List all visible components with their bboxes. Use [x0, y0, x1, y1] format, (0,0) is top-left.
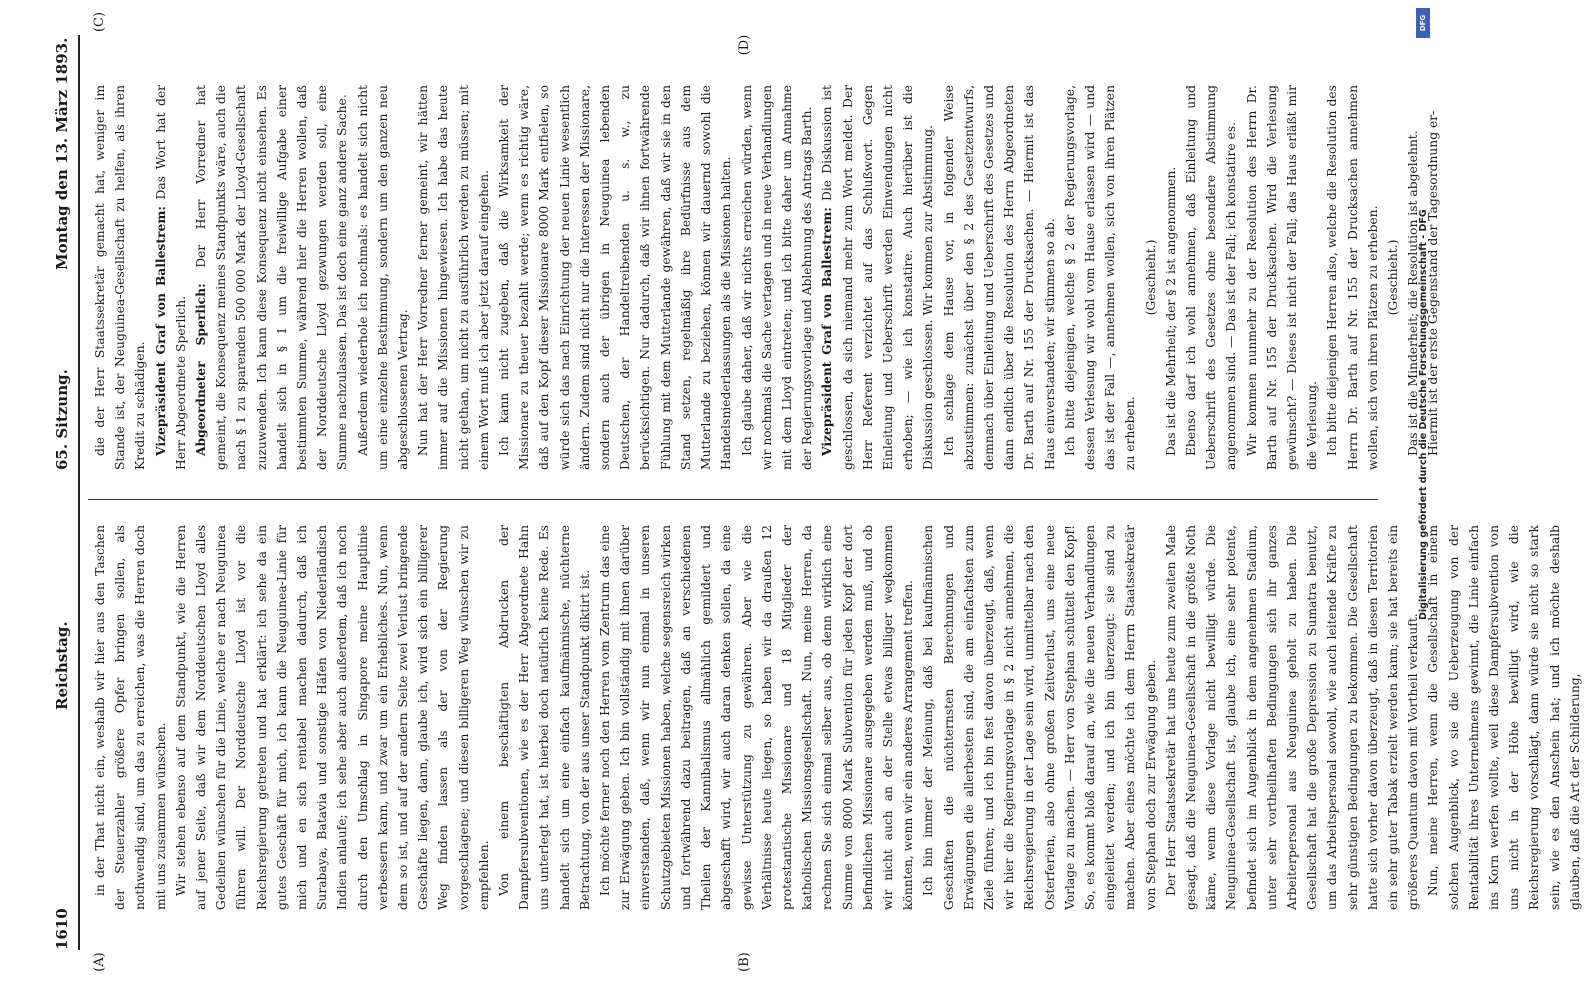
- speech-paragraph: [151, 85, 191, 470]
- speech-paragraph: [191, 85, 353, 470]
- margin-marker-c: (C): [92, 11, 107, 33]
- speech-text: Der Herr Vorredner hat gemeint, die Konsequenz meines Standpunkts wäre, auch die nach § 1 zu sparenden 500 000 Mark der Lloyd-Gesellschaft zuzuwenden. Ich kann diese Konsequenz nicht einsehen. Es handelt sich in § 1 um die freiwillige Aufgabe einer bestimmten Summe, während hier die Herren wollen, daß der Norddeutsche Lloyd gezwungen werden soll, eine Summe nachzulassen. Das ist doch eine ganz andere Sache.: [194, 85, 350, 470]
- speech-text: Das Wort hat der Herr Abgeordnete Sperlich.: [153, 85, 188, 470]
- paragraph: Ich bitte diejenigen Herren also, welche die Resolution des Herrn Dr. Barth auf Nr. 155 der Drucksachen annehmen wollen, sich von ihren Plätzen zu erheben.: [1325, 85, 1380, 470]
- credit-text: Digitalisierung gefördert durch die Deutsche Forschungsgemeinschaft - DFG: [1418, 209, 1429, 620]
- paragraph: Ebenso darf ich wohl annehmen, daß Einleitung und Ueberschrift des Gesetzes ohne besondere Abstimmung angenommen sind. — Das ist der Fall; ich konstatire es.: [1183, 85, 1239, 470]
- page-number: 1610: [53, 908, 71, 950]
- paragraph: Ich schlage dem Hause vor, in folgender Weise abzustimmen: zunächst über den § 2 des Gesetzentwurfs, demnach über Einleitung und Ueberschrift des Gesetzes und dann endlich über die Resolution des Herrn Abgeordneten Dr. Barth auf Nr. 155 der Drucksachen. — Hiermit ist das Haus einverstanden; wir stimmen so ab.: [941, 85, 1057, 470]
- speaker-name: Abgeordneter Sperlich:: [193, 283, 209, 456]
- paragraph: Das ist die Minderheit; die Resolution ist abgelehnt.: [1406, 130, 1421, 456]
- publication-title: Reichstag.: [53, 621, 71, 710]
- stage-direction: (Geschieht.): [1386, 239, 1400, 316]
- paragraph: Nun, meine Herren, wenn die Gesellschaft in einem solchen Augenblick, wo sie die Ueberzeugung von der Rentabilität ihres Unternehmens gewinnt, die Linie einfach ins Korn werfen wollte, weil diese Dampfersubvention von uns nicht in der Höhe bewilligt wird, wie die Reichsregierung vorschlägt, dann würde sie nicht so stark sein, wie es den Anschein hat; und ich möchte deshalb glauben, daß die Art der Schilderung,: [1426, 525, 1582, 910]
- header-rule: [78, 35, 80, 950]
- margin-marker-a: (A): [92, 952, 107, 972]
- session-date: Montag den 13. März 1893.: [53, 37, 71, 270]
- margin-marker-b: (B): [737, 952, 752, 972]
- column-divider: [88, 499, 1378, 500]
- speech-text: Die Diskussion ist geschlossen, da sich niemand mehr zum Wort meldet. Der Herr Referent verzichtet auf das Schlußwort. Gegen Einleitung und Ueberschrift werden Einwendungen nicht erhoben; — wie ich konstatire. Auch hierüber ist die Diskussion geschlossen. Wir kommen zur Abstimmung.: [820, 85, 936, 470]
- stage-direction: (Geschieht.): [1143, 239, 1158, 316]
- session-label: 65. Sitzung.: [53, 369, 71, 470]
- paragraph: Ich bitte diejenigen, welche § 2 der Regierungsvorlage, dessen Verlesung wir wohl vom Hause erlassen wird — und das ist der Fall —, annehmen wollen, sich von ihren Plätzen zu erheben.: [1062, 85, 1138, 470]
- paragraph: Der Herr Staatssekretär hat uns heute zum zweiten Male gesagt, daß die Neuguinea-Gesellschaft in die größte Noth käme, wenn diese Vorlage nicht bewilligt würde. Die Neuguinea-Gesellschaft ist, glaube ich, eine sehr potente, befindet sich im Augenblick in dem angenehmen Stadium, unter sehr vortheilhaften Bedingungen sich ihr ganzes Arbeiterpersonal aus Neuguinea geholt zu haben. Die Gesellschaft hat die große Depression zu Sumatra benutzt, um das Arbeitspersonal sowohl, wie auch leitende Kräfte zu sehr günstigen Bedingungen zu bekommen. Die Gesellschaft hatte sich vorher davon überzeugt, daß in diesen Territorien ein sehr guter Tabak erzielt werden kann; sie hat bereits ein größeres Quantum davon mit Vortheil verkauft.: [1163, 525, 1421, 910]
- paragraph: Außerdem wiederhole ich nochmals: es handelt sich nicht um eine einzelne Bestimmung, sondern um den ganzen neu abgeschlossenen Vertrag.: [355, 85, 411, 470]
- paragraph: Wir stehen ebenso auf dem Standpunkt, wie die Herren auf jener Seite, daß wir dem Norddeutschen Lloyd alles Gedeihen wünschen für die Linie, welche er nach Neuguinea führen will. Der Norddeutsche Lloyd ist vor die Reichsregierung getreten und hat erklärt: ich sehe da ein gutes Geschäft für mich, ich kann die Neuguinea-Linie für mich und en sich rentabel machen dadurch, daß ich Surabaya, Batavia und sonstige Häfen von Niederländisch Indien anlaufe; ich sehe aber auch außerdem, daß ich noch durch den Umschlag in Singapore meine Hauptlinie verbessern kann, und zwar um ein Erhebliches. Nun, wenn dem so ist, und auf der andern Seite zwei Verlust bringende Geschäfte liegen, dann, glaube ich, wird sich ein billigerer Weg finden lassen als der von der Regierung vorgeschlagene; und diesen billigeren Weg wünschen wir zu empfehlen.: [173, 525, 491, 910]
- paragraph: Ich möchte ferner noch den Herren vom Zentrum das eine zur Erwägung geben. Ich bin vollständig mit ihnen darüber einverstanden, daß, wenn wir nun einmal in unseren Schutzgebieten Missionen haben, welche segensreich wirken und fortwährend dazu beitragen, daß an verschiedenen Theilen der Kannibalismus allmählich gemildert und abgeschafft wird, wir auch daran denken sollen, da eine gewisse Unterstützung zu gewähren. Aber wie die Verhältnisse heute liegen, so haben wir da draußen 12 protestantische Missionare und 18 Mitglieder der katholischen Missionsgesellschaft. Nun, meine Herren, da rechnen Sie sich einmal selber aus, ob denn wirklich eine Summe von 8000 Mark Subvention für jeden Kopf der dort befindlichen Missionare ausgegeben werden muß, und ob wir nicht auch an der Stelle etwas billiger wegkommen könnten, wenn wir ein anderes Arrangement treffen.: [598, 525, 916, 910]
- paragraph: Hiermit ist der erste Gegenstand der Tagesordnung er-: [1426, 110, 1441, 456]
- speaker-name: Vizepräsident Graf von Ballestrem:: [152, 206, 168, 456]
- digitization-credit: [1412, 20, 1432, 980]
- paragraph: Ich glaube daher, daß wir nichts erreichen würden, wenn wir nochmals die Sache vertagen und in neue Verhandlungen mit dem Lloyd eintreten; und ich bitte daher um Annahme der Regierungsvorlage und Ablehnung des Antrags Barth.: [739, 85, 815, 470]
- paragraph: Von einem beschäftigten Abdrucken der Dampfersubventionen, wie es der Herr Abgeordnete Hahn uns unterlegt hat, ist hierbei doch natürlich keine Rede. Es handelt sich um eine einfach kaufmännische, nüchterne Betrachtung, von der aus unser Standpunkt diktirt ist.: [497, 525, 592, 910]
- dfg-logo: DFG: [1416, 8, 1430, 38]
- paragraph: Das ist die Mehrheit; der § 2 ist angenommen.: [1163, 166, 1178, 456]
- paragraph: Nun hat der Herr Vorredner ferner gemeint, wir hätten immer auf die Missionen hingewiesen. Ich habe das heute nicht gethan, um nicht zu ausführlich werden zu müssen; mit einem Wort muß ich aber jetzt darauf eingehen.: [416, 85, 491, 470]
- paragraph: in der That nicht ein, weshalb wir hier aus den Taschen der Steuerzahler größere Opfer bringen sollen, als nothwendig sind, um das zu erreichen, was die Herren doch mit uns zusammen wünschen.: [93, 525, 168, 910]
- left-text-column: [90, 525, 1582, 910]
- paragraph: Ich kann nicht zugeben, daß die Wirksamkeit der Missionare zu theuer bezahlt werde; wenn es richtig wäre, daß auf den Kopf dieser Missionare 8000 Mark entfielen, so würde sich das nach Einrichtung der neuen Linie wesentlich ändern. Zudem sind nicht nur die Interessen der Missionare, sondern auch der übrigen in Neuguinea lebenden Deutschen, der Handeltreibenden u. s. w., zu berücksichtigen. Nur dadurch, daß wir ihnen fortwährende Fühlung mit dem Mutterlande gewähren, daß wir sie in den Stand setzen, regelmäßig ihre Bedürfnisse aus dem Mutterlande zu beziehen, können wir dauernd sowohl die Handelsniederlassungen als die Missionen halten.: [497, 85, 734, 470]
- speaker-name: Vizepräsident Graf von Ballestrem:: [819, 207, 835, 456]
- paragraph: Ich bin immer der Meinung, daß bei kaufmännischen Geschäften die nüchternsten Berechnungen und Erwägungen die allerbesten sind, die am einfachsten zum Ziele führen; und ich bin fest davon überzeugt, daß, wenn wir hier die Regierungsvorlage in § 2 nicht annehmen, die Reichsregierung in der Lage sein wird, unmittelbar nach den Osterferien, also ohne großen Zeitverlust, uns eine neue Vorlage zu machen. — Herr von Stephan schüttelt den Kopf! So, es kommt bloß darauf an, wie die neuen Verhandlungen eingeleitet werden; und ich bin überzeugt: sie sind zu machen. Aber eines möchte ich dem Herrn Staatssekretär von Stephan doch zur Erwägung geben.: [921, 525, 1158, 910]
- speech-paragraph: [817, 85, 938, 470]
- paragraph: Wir kommen nunmehr zu der Resolution des Herrn Dr. Barth auf Nr. 155 der Drucksachen. Wird die Verlesung gewünscht? — Dieses ist nicht der Fall; das Haus erläßt mir die Verlesung.: [1244, 85, 1320, 470]
- margin-marker-d: (D): [737, 34, 752, 56]
- paragraph: die der Herr Staatssekretär gemacht hat, weniger im Stande ist, der Neuguinea-Gesellschaft zu helfen, als ihren Kredit zu schädigen.: [93, 85, 148, 470]
